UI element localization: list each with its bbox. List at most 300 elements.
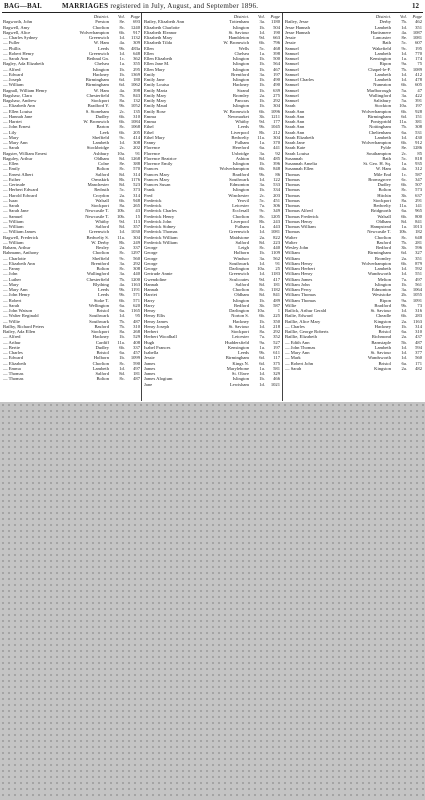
entry-volume: 6b. — [401, 108, 407, 114]
entry-district: Bedwelty S. — [86, 234, 109, 240]
entry-district: Chorlton — [92, 360, 109, 366]
entry-district: Liverpool — [230, 218, 249, 224]
entry-name: Bagster, William Ernest — [3, 150, 47, 156]
entry-name: Florence Beatrice — [144, 155, 177, 161]
entry-district: Marlborough — [366, 87, 391, 93]
entry-page: 414 — [133, 134, 140, 140]
entry-page: 225 — [273, 313, 280, 319]
entry-district: St. Saviour — [370, 308, 391, 313]
entry-district: W. Ham — [93, 40, 109, 46]
entry-name: Thomas — [285, 229, 300, 235]
entry-page: 86 — [275, 171, 280, 177]
entry-page: 948 — [133, 197, 140, 203]
entry-name: Thomas — [285, 187, 300, 193]
entry-name: Baillie, Alice Mary — [285, 318, 321, 324]
entry-volume: 2b. — [401, 292, 407, 298]
entry-district: St. Geo. H. Sq. — [363, 161, 391, 166]
entry-district: Nottingham — [369, 124, 391, 130]
entry-page: 265 — [133, 203, 140, 208]
entry-volume: 6a. — [401, 360, 407, 366]
entry-name: William — [285, 255, 300, 261]
entry-district: W. Derby — [91, 239, 109, 245]
entry-name: Ethel — [144, 124, 154, 130]
entry-volume: 1b. — [401, 281, 407, 287]
entry-page: 1297 — [130, 250, 140, 256]
page-header: Page — [270, 14, 280, 19]
entry-volume: 8d. — [259, 292, 265, 298]
entry-district: Birmingham — [367, 250, 391, 256]
entry-district: Basford — [376, 239, 391, 245]
entry-volume: 8d. — [119, 171, 125, 177]
entry-volume: 9d. — [259, 119, 265, 124]
entry-volume: 1b. — [259, 161, 265, 166]
entry-page: 1240 — [130, 24, 140, 30]
entry-volume: 8b. — [119, 176, 125, 182]
entry-page: 113 — [133, 218, 140, 224]
entry-page: 1089 — [412, 66, 422, 72]
entry-page: 295 — [133, 66, 140, 72]
entry-page: 443 — [273, 224, 280, 229]
entry-district: Islington — [232, 161, 249, 166]
entry-page: 181 — [133, 371, 140, 376]
entry-page: 203 — [273, 192, 280, 198]
entry-page: 587 — [273, 302, 280, 308]
entry-page: 592 — [415, 266, 422, 271]
entry-district: Salford — [235, 281, 249, 287]
entry-district: Bradford Y. — [87, 103, 109, 109]
entry-district: Bristol — [96, 350, 109, 355]
entry-name: — Ernest Albert — [3, 171, 34, 177]
entry-district: Lambeth — [92, 140, 109, 145]
entry-district: Hackney — [92, 71, 109, 77]
entry-page: 292 — [273, 98, 280, 103]
entry-name: — Robert — [3, 297, 22, 303]
entry-name: Jesse Hannah — [285, 29, 310, 35]
entry-page: 370 — [273, 140, 280, 145]
entry-district: Salford — [95, 371, 109, 376]
entry-volume: 9b. — [119, 292, 125, 298]
entry-page: 408 — [133, 339, 140, 345]
entry-volume: 4a. — [401, 166, 407, 172]
entry-district: Maidstone — [229, 234, 249, 240]
entry-district: Wolverhampton — [361, 140, 391, 145]
entry-page: 1081 — [270, 229, 280, 235]
entry-page: 151 — [415, 113, 422, 119]
entry-volume: 6d. — [259, 355, 265, 361]
entry-name: Harry — [144, 302, 155, 308]
entry-page: 337 — [133, 344, 140, 350]
entry-volume: 1b. — [259, 66, 265, 72]
entry-volume: 1b. — [119, 334, 125, 340]
entry-district: Southwark — [229, 176, 249, 182]
entry-district: Richmond — [371, 334, 391, 340]
entry-district: Lambeth — [374, 50, 391, 56]
column-divider — [282, 13, 283, 401]
entry-district: Brentford — [91, 260, 109, 266]
entry-page: 497 — [415, 276, 422, 282]
entry-district: Bolton — [378, 187, 391, 193]
entry-name: Jessie — [144, 355, 155, 361]
entry-name: Hannah — [144, 281, 159, 287]
entry-district: Wolverhampton — [361, 108, 391, 114]
entry-page: 205 — [133, 129, 140, 135]
entry-page: 822 — [273, 234, 280, 240]
entry-volume: 9a. — [401, 61, 407, 67]
entry-district: Leicester — [232, 203, 249, 208]
entry-page: 316 — [415, 308, 422, 313]
entry-district: Wandsworth — [367, 355, 391, 361]
page-header: Page — [130, 14, 140, 19]
entry-name: — Thomas — [3, 371, 24, 376]
entry-volume: 1a. — [259, 365, 265, 371]
entry-volume: 8c. — [259, 287, 265, 292]
entry-district: Chorlton — [374, 234, 391, 240]
register-entry — [3, 376, 140, 381]
entry-district: Edmonton — [371, 287, 391, 292]
entry-district: Edmonton — [229, 182, 249, 187]
entry-district: Sheffield — [92, 255, 109, 261]
entry-volume: 2c. — [119, 108, 125, 114]
entry-name: Bagnall, William Henry — [3, 87, 47, 93]
entry-name: — Elizabeth Ann — [3, 260, 35, 266]
entry-district: Lancaster — [373, 35, 391, 40]
entry-name: — Mary Ann — [285, 350, 310, 355]
entry-volume: 1d. — [259, 176, 265, 182]
entry-volume: 8d. — [259, 281, 265, 287]
entry-name: Elizabeth Charlotte — [144, 24, 180, 30]
entry-name: Sarah Ann — [285, 113, 305, 119]
entry-page: 73 — [417, 302, 422, 308]
title-rest: registered in July, August, and September 1896. — [110, 2, 259, 10]
entry-name: Bagshaw, Andrew — [3, 98, 37, 103]
entry-page: 85 — [417, 150, 422, 156]
entry-page: 312 — [415, 166, 422, 172]
entry-district: Hackney — [232, 318, 249, 324]
entry-page: 581 — [273, 365, 280, 371]
entry-volume: 6b. — [259, 166, 265, 172]
entry-volume: 2a. — [401, 255, 407, 261]
entry-name: — Isaac — [3, 197, 19, 203]
entry-district: Islington — [232, 103, 249, 109]
entry-district: Cheadle — [375, 313, 391, 319]
entry-page: 243 — [273, 218, 280, 224]
entry-name: Frederick — [144, 203, 162, 208]
entry-page: 171 — [415, 360, 422, 366]
entry-district: Islington — [232, 66, 249, 72]
entry-page: 1068 — [130, 124, 140, 130]
entry-page: 451 — [273, 197, 280, 203]
entry-district: Greenwich — [88, 50, 109, 56]
entry-name: Frederick Thomas — [144, 229, 178, 235]
entry-volume: 6b. — [401, 82, 407, 88]
entry-name: Bagwell, Frederick — [3, 234, 39, 240]
entry-district: Bradford — [374, 302, 391, 308]
entry-page: 485 — [273, 155, 280, 161]
entry-page: 398 — [273, 50, 280, 56]
entry-name: Emily Maria — [144, 87, 168, 93]
entry-volume: 8c. — [401, 187, 407, 193]
entry-district: Lambeth — [374, 24, 391, 30]
entry-name: Frances Mary — [144, 171, 170, 177]
entry-volume: 8c. — [119, 24, 125, 30]
entry-page: 197 — [273, 71, 280, 77]
entry-district: Lewisham — [229, 381, 249, 387]
entry-district: Oldham — [94, 155, 109, 161]
entry-name: Frederick Charles — [144, 208, 177, 214]
entry-name: William Percy — [285, 287, 312, 292]
entry-name: Bagwell, Amy — [3, 24, 30, 30]
entry-district: Salford — [95, 171, 109, 177]
entry-district: Hitchin — [377, 192, 391, 198]
entry-page: 351 — [415, 255, 422, 261]
entry-volume: 8d. — [119, 182, 125, 187]
entry-page: 122 — [273, 176, 280, 182]
entry-volume: 7a. — [401, 276, 407, 282]
entry-volume: 7a. — [259, 334, 265, 340]
entry-district: Cardiff — [95, 339, 109, 345]
volume-header: Vol. — [117, 14, 125, 19]
entry-name: Emily — [144, 71, 156, 77]
entry-district: Nuneaton — [373, 82, 391, 88]
entry-district: Bolton — [96, 376, 109, 382]
entry-page: 195 — [415, 45, 422, 51]
entry-page: 174 — [415, 56, 422, 61]
entry-page: 1205 — [270, 213, 280, 219]
entry-volume: 1b. — [119, 66, 125, 72]
entry-page: 648 — [415, 234, 422, 240]
entry-volume: 1d. — [401, 266, 407, 271]
entry-volume: 11a. — [117, 234, 125, 240]
entry-name: Bailie, Edward — [285, 313, 313, 319]
entry-volume: 1d. — [401, 71, 407, 77]
entry-volume: 6a. — [401, 129, 407, 135]
entry-volume: 9b. — [119, 45, 125, 51]
entry-district: Kensington — [227, 344, 249, 350]
entry-page: 490 — [273, 77, 280, 82]
entry-district: Bristol — [378, 329, 391, 334]
entry-name: Walter — [285, 239, 298, 245]
entry-name: James — [144, 360, 156, 366]
entry-page: 487 — [133, 318, 140, 324]
entry-district: Islington — [92, 66, 109, 72]
entry-volume: 2a. — [401, 365, 407, 371]
entry-district: Bolton — [96, 166, 109, 172]
entry-name: Frederick William — [144, 239, 178, 245]
entry-volume: 3a. — [259, 150, 265, 156]
entry-district: Hackney — [92, 334, 109, 340]
entry-district: Stoke T. — [93, 297, 109, 303]
entry-district: Lambeth — [374, 266, 391, 271]
entry-district: W. Bromwich — [223, 108, 249, 114]
entry-name: Ethel — [144, 129, 154, 135]
entry-volume: 1b. — [259, 24, 265, 30]
entry-name: Bailey, Ada Ellen — [3, 329, 36, 334]
entry-volume: 6c. — [401, 176, 407, 182]
entry-page: 818 — [415, 155, 422, 161]
entry-page: 314 — [415, 323, 422, 329]
entry-volume: 5c. — [401, 40, 407, 46]
entry-district: W. Bromwich — [223, 40, 249, 46]
entry-name: — William — [3, 82, 24, 88]
entry-district: Bedwelty — [231, 134, 249, 140]
entry-volume: 8d. — [259, 155, 265, 161]
entry-district: Greenwich — [88, 229, 109, 235]
entry-name: — Edward — [3, 71, 24, 77]
entry-page: 596 — [415, 245, 422, 250]
entry-name: Elizabeth Eleanor — [144, 29, 177, 35]
entry-district: St. Olave — [231, 371, 249, 376]
entry-district: Ripon — [379, 61, 391, 67]
entry-district: Stockport — [231, 329, 249, 334]
entry-page: 1200 — [130, 276, 140, 282]
entry-page: 437 — [415, 334, 422, 340]
entry-page: 648 — [133, 50, 140, 56]
running-head: BAG—BAI. — [4, 2, 42, 10]
entry-name: — Gertrude — [3, 182, 26, 187]
entry-volume: 9b. — [259, 124, 265, 130]
entry-name: Samuel Charles — [285, 77, 314, 82]
entry-name: Walter — [285, 234, 298, 240]
entry-volume: 11a. — [399, 203, 407, 208]
entry-name: Bagshaw, Clara — [3, 92, 32, 98]
entry-name: — Walter Reginald — [3, 313, 39, 319]
entry-district: Darlington — [229, 308, 249, 313]
entry-page: 304 — [133, 234, 140, 240]
register-column-2 — [144, 14, 280, 400]
entry-page: 117 — [273, 355, 280, 361]
entry-page: 483a — [131, 45, 140, 51]
entry-page: 462 — [415, 19, 422, 25]
entry-volume: 2a. — [119, 245, 125, 250]
entry-page: 197 — [273, 344, 280, 350]
entry-page: 1081 — [412, 35, 422, 40]
entry-volume: 8a. — [119, 329, 125, 334]
entry-name: — Samuel — [3, 213, 23, 219]
entry-page: 527 — [273, 339, 280, 345]
entry-name: Emma — [144, 113, 156, 119]
entry-name: — Mary Ann — [3, 140, 28, 145]
entry-page: 1163 — [412, 318, 422, 324]
entry-page: 1163 — [130, 281, 140, 287]
entry-volume: 1d. — [401, 355, 407, 361]
entry-volume: 8e. — [119, 161, 125, 166]
entry-district: Blything — [92, 281, 109, 287]
entry-volume: 9b. — [259, 350, 265, 355]
entry-district: Brentford — [231, 71, 249, 77]
entry-district: Islington — [374, 281, 391, 287]
entry-page: 1165 — [130, 308, 140, 313]
entry-volume: 11a. — [399, 119, 407, 124]
entry-volume: 1d. — [259, 381, 265, 387]
entry-name: — Sarah — [3, 145, 20, 151]
entry-name: — Charles — [285, 323, 305, 329]
entry-page: 796 — [273, 40, 280, 46]
entry-district: Leeds — [238, 350, 249, 355]
entry-page: 396 — [273, 161, 280, 166]
entry-district: Darlington — [229, 266, 249, 271]
entry-district: Hambleton — [228, 35, 249, 40]
entry-district: Leeds — [98, 292, 109, 298]
entry-name: Elizabeth Tilda — [144, 40, 172, 46]
entry-volume: 9d. — [119, 218, 125, 224]
entry-volume: 5a. — [401, 87, 407, 93]
entry-page: 843 — [133, 92, 140, 98]
entry-volume: 7b. — [401, 124, 407, 130]
entry-name: Frederick John — [144, 218, 172, 224]
entry-volume: 6a. — [401, 208, 407, 214]
entry-name: — Edith Ann — [285, 339, 310, 345]
entry-name: — William — [3, 218, 24, 224]
entry-page: 533 — [273, 182, 280, 187]
entry-district: Wallingford — [368, 92, 391, 98]
entry-volume: 6a. — [259, 145, 265, 151]
entry-page: 352 — [273, 334, 280, 340]
entry-district: Pancras — [234, 98, 249, 103]
entry-volume: 7b. — [401, 239, 407, 245]
register-entry — [285, 366, 422, 371]
entry-page: 570 — [133, 166, 140, 172]
entry-page: 800 — [415, 213, 422, 219]
entry-page: 500 — [273, 56, 280, 61]
entry-volume: 1d. — [119, 229, 125, 235]
entry-volume: 1d. — [259, 371, 265, 376]
entry-page: 388 — [133, 161, 140, 166]
entry-page: 770 — [415, 50, 422, 56]
entry-page: 457 — [133, 350, 140, 355]
entry-name: Hannah — [144, 287, 159, 292]
entry-volume: 6b. — [401, 313, 407, 319]
entry-district: Greenwich — [88, 35, 109, 40]
entry-volume: 1a. — [259, 224, 265, 229]
entry-volume: 8c. — [119, 124, 125, 130]
entry-district: Ripon — [379, 297, 391, 303]
entry-volume: 8a. — [119, 203, 125, 208]
entry-district: Leigh — [238, 245, 249, 250]
entry-name: — John Watson — [3, 308, 33, 313]
entry-name: Samuel — [285, 92, 299, 98]
entry-volume: 6b. — [119, 197, 125, 203]
entry-page: 283 — [415, 313, 422, 319]
entry-page: 590 — [133, 360, 140, 366]
entry-name: — Sarah Ann — [3, 56, 29, 61]
entry-name: Herbert Woodhall — [144, 334, 177, 340]
entry-page: 605 — [415, 82, 422, 88]
entry-district: Wallingford — [86, 271, 109, 277]
entry-name: Isabel Frances — [144, 344, 171, 350]
entry-page: 1091 — [412, 297, 422, 303]
entry-volume: 1b. — [259, 250, 265, 256]
entry-page: 935 — [415, 161, 422, 166]
entry-district: Leeds — [98, 45, 109, 51]
entry-page: 1099 — [130, 355, 140, 361]
column-divider — [141, 13, 142, 401]
entry-district: W. Ham — [93, 87, 109, 93]
entry-district: Newcastle T. — [367, 229, 391, 235]
entry-volume: 6b. — [119, 129, 125, 135]
entry-volume: 9b. — [119, 287, 125, 292]
entry-volume: 1a. — [259, 344, 265, 350]
entry-name: Baillie, Elizabeth — [285, 334, 317, 340]
entry-volume: 6d. — [119, 82, 125, 88]
entry-volume: 9d. — [259, 35, 265, 40]
entry-name: — Emily — [3, 166, 20, 172]
entry-district: Stockport — [91, 329, 109, 334]
entry-volume: 8c. — [259, 213, 265, 219]
entry-name: — Edward — [3, 355, 24, 361]
entry-volume: 6d. — [401, 250, 407, 256]
entry-volume: 3a. — [259, 19, 265, 25]
entry-name: — Emma — [3, 365, 21, 371]
